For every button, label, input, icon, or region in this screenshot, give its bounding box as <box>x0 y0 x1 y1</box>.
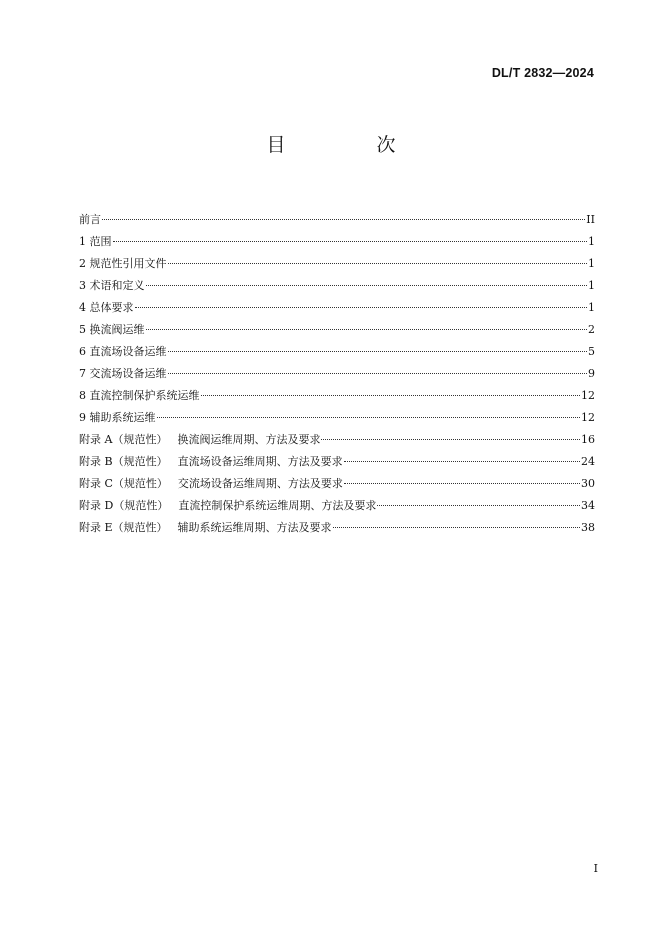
toc-entry-label: 3 术语和定义 <box>79 279 145 292</box>
toc-dot-leader <box>344 483 580 484</box>
toc-dot-leader <box>157 417 581 418</box>
toc-dot-leader <box>146 285 588 286</box>
toc-dot-leader <box>135 307 588 308</box>
toc-dot-leader <box>168 351 588 352</box>
toc-entry-label: 前言 <box>79 213 101 226</box>
toc-entry-page: 12 <box>581 389 595 402</box>
toc-entry-label: 2 规范性引用文件 <box>79 257 167 270</box>
toc-dot-leader <box>168 373 588 374</box>
toc-entry-appendix-e[interactable] <box>79 519 595 541</box>
toc-entry-page: 2 <box>588 323 595 336</box>
toc-entry-label: 5 换流阀运维 <box>79 323 145 336</box>
toc-entry-label <box>79 431 320 447</box>
toc-entry-label: 4 总体要求 <box>79 301 134 314</box>
appendix-label: 附录 E（规范性） <box>79 521 168 534</box>
toc-entry-page: 5 <box>588 345 595 358</box>
table-of-contents <box>79 211 595 541</box>
toc-entry-2[interactable] <box>79 255 595 277</box>
toc-entry-3[interactable] <box>79 277 595 299</box>
toc-entry-appendix-d[interactable] <box>79 497 595 519</box>
appendix-label: 附录 C（规范性） <box>79 477 168 490</box>
toc-dot-leader <box>321 439 580 440</box>
toc-entry-label: 1 范围 <box>79 235 112 248</box>
toc-entry-page: 16 <box>581 433 595 446</box>
appendix-label: 附录 B（规范性） <box>79 455 168 468</box>
toc-entry-page: 24 <box>581 455 595 468</box>
toc-entry-page: 34 <box>581 499 595 512</box>
standard-code: DL/T 2832—2024 <box>491 66 594 80</box>
toc-entry-8[interactable] <box>79 387 595 409</box>
toc-entry-label: 6 直流场设备运维 <box>79 345 167 358</box>
toc-dot-leader <box>102 219 585 220</box>
toc-dot-leader <box>168 263 588 264</box>
toc-entry-6[interactable] <box>79 343 595 365</box>
appendix-title: 换流阀运维周期、方法及要求 <box>177 433 321 446</box>
toc-entry-7[interactable] <box>79 365 595 387</box>
toc-dot-leader <box>113 241 588 242</box>
toc-entry-page: 9 <box>588 367 595 380</box>
toc-entry-page: 30 <box>581 477 595 490</box>
toc-entry-foreword[interactable] <box>79 211 595 233</box>
toc-dot-leader <box>146 329 588 330</box>
appendix-title: 辅助系统运维周期、方法及要求 <box>177 521 332 534</box>
appendix-title: 直流场设备运维周期、方法及要求 <box>177 455 343 468</box>
toc-entry-5[interactable] <box>79 321 595 343</box>
toc-entry-label: 8 直流控制保护系统运维 <box>79 389 200 402</box>
toc-entry-label <box>79 453 343 469</box>
toc-dot-leader <box>333 527 580 528</box>
appendix-title: 直流控制保护系统运维周期、方法及要求 <box>178 499 377 512</box>
appendix-title: 交流场设备运维周期、方法及要求 <box>177 477 343 490</box>
toc-dot-leader <box>377 505 580 506</box>
toc-entry-label: 9 辅助系统运维 <box>79 411 156 424</box>
appendix-label: 附录 A（规范性） <box>79 433 168 446</box>
toc-entry-page: 12 <box>581 411 595 424</box>
toc-entry-label <box>79 519 332 535</box>
toc-entry-page: II <box>586 213 595 226</box>
appendix-label: 附录 D（规范性） <box>79 499 169 512</box>
toc-entry-appendix-c[interactable] <box>79 475 595 497</box>
toc-entry-1[interactable] <box>79 233 595 255</box>
toc-entry-page: 38 <box>581 521 595 534</box>
toc-entry-label <box>79 497 376 513</box>
page-title: 目 次 <box>266 134 432 156</box>
toc-entry-appendix-a[interactable] <box>79 431 595 453</box>
toc-dot-leader <box>344 461 580 462</box>
toc-entry-page: 1 <box>588 235 595 248</box>
toc-entry-page: 1 <box>588 257 595 270</box>
toc-entry-4[interactable] <box>79 299 595 321</box>
toc-entry-page: 1 <box>588 279 595 292</box>
toc-entry-appendix-b[interactable] <box>79 453 595 475</box>
toc-entry-9[interactable] <box>79 409 595 431</box>
toc-entry-label <box>79 475 343 491</box>
toc-entry-page: 1 <box>588 301 595 314</box>
toc-dot-leader <box>201 395 581 396</box>
toc-entry-label: 7 交流场设备运维 <box>79 367 167 380</box>
page-number: I <box>593 862 598 875</box>
